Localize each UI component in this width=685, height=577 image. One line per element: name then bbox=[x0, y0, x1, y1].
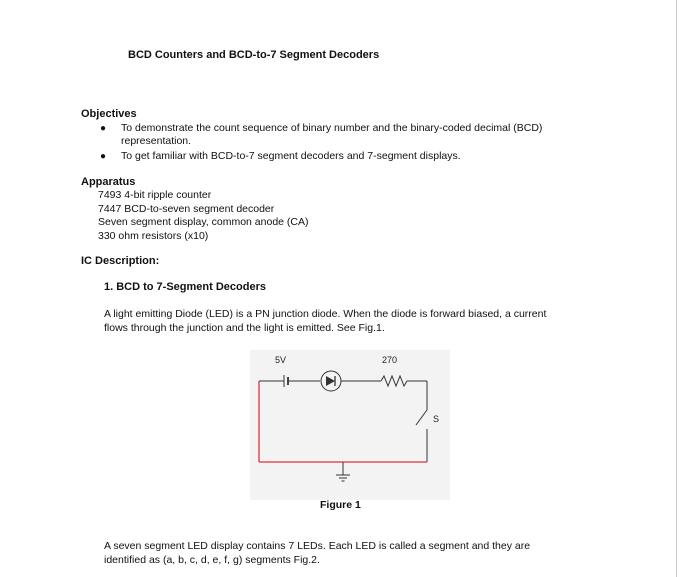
list-item bbox=[100, 122, 620, 148]
subsection-heading: 1. BCD to 7-Segment Decoders bbox=[104, 281, 266, 293]
paragraph-line: flows through the junction and the light is emitted. See Fig.1. bbox=[104, 322, 385, 334]
objective-text: To demonstrate the count sequence of binary number and the binary-coded decimal (BCD) bbox=[121, 122, 543, 134]
paragraph-line: A seven segment LED display contains 7 LEDs. Each LED is called a segment and they are bbox=[104, 540, 531, 552]
paragraph-seven-segment bbox=[104, 539, 604, 567]
paragraph-line: A light emitting Diode (LED) is a PN junction diode. When the diode is forward biased, a current bbox=[104, 308, 547, 320]
list-item bbox=[100, 150, 620, 163]
bullet-icon: ● bbox=[100, 151, 107, 162]
objective-text-cont: representation. bbox=[121, 135, 192, 147]
bullet-icon: ● bbox=[100, 123, 107, 134]
objective-text: To get familiar with BCD-to-7 segment decoders and 7-segment displays. bbox=[121, 150, 461, 162]
apparatus-heading: Apparatus bbox=[81, 176, 136, 188]
paragraph-led bbox=[104, 307, 604, 335]
list-item: 7493 4-bit ripple counter bbox=[98, 189, 212, 201]
ic-description-heading: IC Description: bbox=[81, 255, 160, 267]
list-item: 7447 BCD-to-seven segment decoder bbox=[98, 202, 275, 215]
list-item: 330 ohm resistors (x10) bbox=[98, 229, 209, 242]
figure-background bbox=[250, 350, 450, 500]
objectives-heading: Objectives bbox=[81, 108, 137, 120]
document-title: BCD Counters and BCD-to-7 Segment Decoders bbox=[128, 49, 380, 61]
voltage-label: 5V bbox=[275, 355, 287, 365]
switch-label: S bbox=[433, 414, 440, 424]
paragraph-line: identified as (a, b, c, d, e, f, g) segments Fig.2. bbox=[104, 554, 320, 566]
resistor-label: 270 bbox=[382, 355, 398, 365]
list-item: Seven segment display, common anode (CA) bbox=[98, 216, 309, 228]
objectives-list bbox=[100, 122, 620, 165]
figure-1-circuit bbox=[250, 350, 450, 500]
apparatus-list bbox=[98, 189, 309, 243]
figure-caption: Figure 1 bbox=[320, 499, 361, 511]
